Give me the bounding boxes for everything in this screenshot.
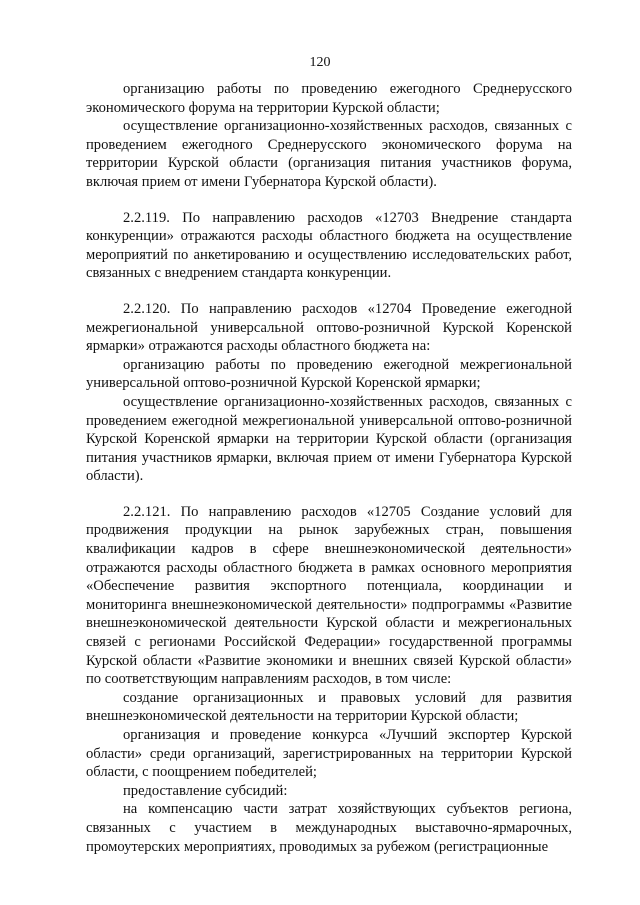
section-paragraph-2-2-121: 2.2.121. По направлению расходов «12705 Создание условий для продвижения продукции на рынок зарубежных стран, повышения квалификации кадров в сфере внешнеэкономической деятельности» отражаются расходы областного бюджета в рамках основного мероприятия «Обеспечение развития экспортного потенциала, координации и мониторинга внешнеэкономической деятельности» подпрограммы «Развитие внешнеэкономической деятельности Курской области и межрегиональных связей с регионами Российской Федерации» государственной программы Курской области «Развитие экономики и внешних связей Курской области» по соответствующим направлениям расходов, в том числе: — [86, 503, 572, 688]
paragraph: организацию работы по проведению ежегодного Среднерусского экономического форума на территории Курской области; — [86, 81, 572, 116]
document-body — [86, 80, 572, 856]
section-paragraph-2-2-119: 2.2.119. По направлению расходов «12703 Внедрение стандарта конкуренции» отражаются расходы областного бюджета на осуществление мероприятий по анкетированию и осуществлению исследовательских работ, связанных с внедрением стандарта конкуренции. — [86, 209, 572, 282]
paragraph: осуществление организационно-хозяйственных расходов, связанных с проведением ежегодного Среднерусского экономического форума на территории Курской области (организация питания участников форума, включая прием от имени Губернатора Курской области). — [86, 118, 572, 190]
paragraph: на компенсацию части затрат хозяйствующих субъектов региона, связанных с участием в международных выставочно-ярмарочных, промоутерских мероприятиях, проводимых за рубежом (регистрационные — [86, 801, 572, 855]
paragraph: предоставление субсидий: — [123, 782, 288, 799]
paragraph: осуществление организационно-хозяйственных расходов, связанных с проведением ежегодной межрегиональной универсальной оптово-розничной Курской Коренской ярмарки на территории Курской области (организация питания участников ярмарки, включая прием от имени Губернатора Курской области). — [86, 393, 572, 485]
paragraph: организация и проведение конкурса «Лучший экспортер Курской области» среди организаций, зарегистрированных на территории Курской области, с поощрением победителей; — [86, 727, 572, 781]
section-paragraph-2-2-120: 2.2.120. По направлению расходов «12704 Проведение ежегодной межрегиональной универсальной оптово-розничной Курской Коренской ярмарки» отражаются расходы областного бюджета на: — [86, 300, 572, 355]
paragraph: создание организационных и правовых условий для развития внешнеэкономической деятельности на территории Курской области; — [86, 689, 572, 725]
paragraph: организацию работы по проведению ежегодной межрегиональной универсальной оптово-розничной Курской Коренской ярмарки; — [86, 356, 572, 392]
page-number: 120 — [309, 55, 331, 70]
